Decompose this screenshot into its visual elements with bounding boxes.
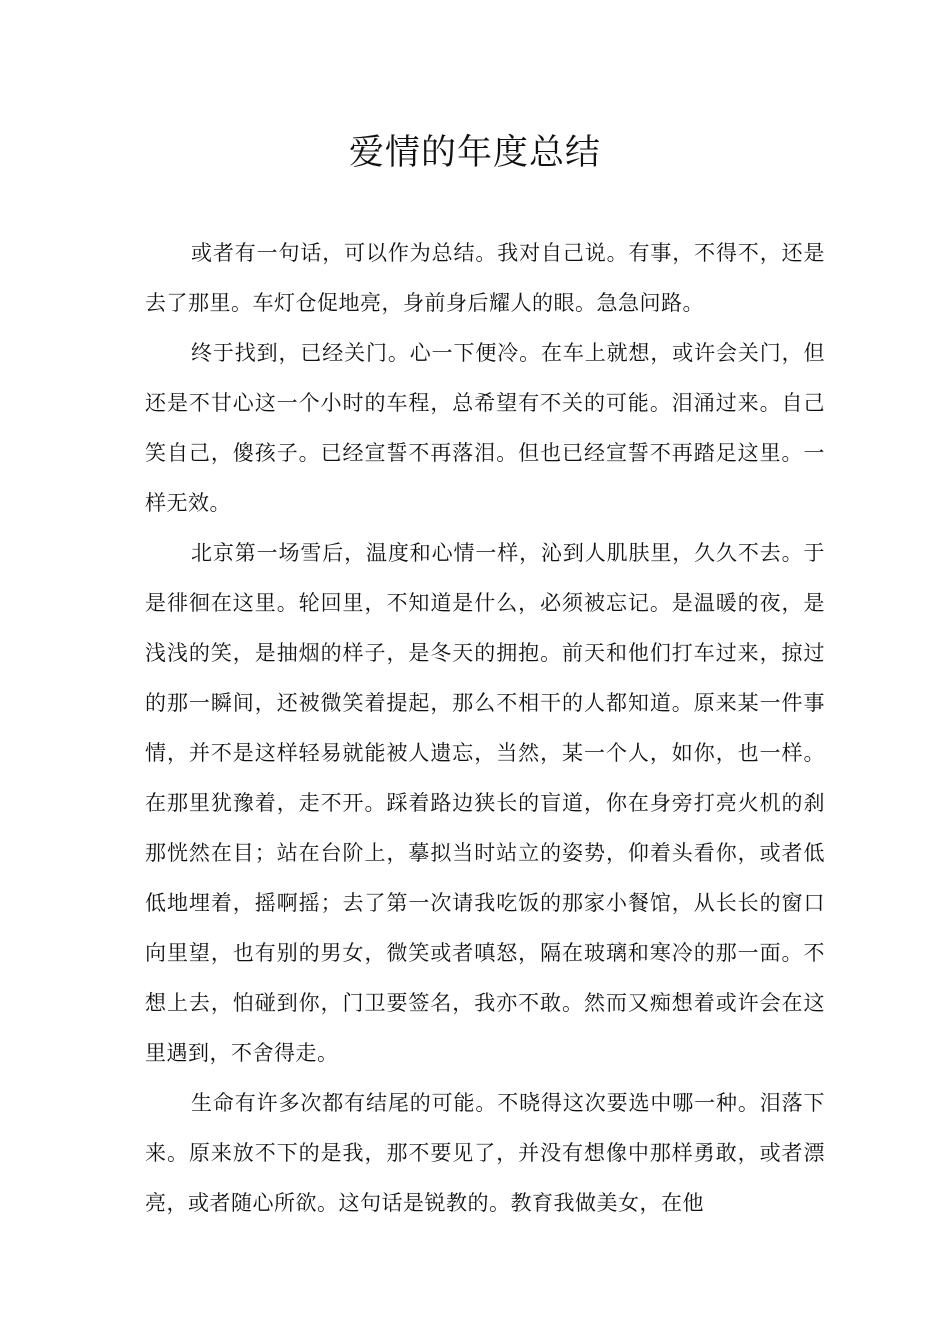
document-title: 爱情的年度总结 <box>348 133 601 173</box>
paragraph-1: 或者有一句话，可以作为总结。我对自己说。有事，不得不，还是去了那里。车灯仓促地亮，身前身后耀人的眼。急急问路。 <box>145 241 825 315</box>
paragraph-4: 生命有许多次都有结尾的可能。不晓得这次要选中哪一种。泪落下来。原来放不下的是我，那不要见了，并没有想像中那样勇敢，或者漂亮，或者随心所欲。这句话是锐教的。教育我做美女，在他 <box>145 1091 825 1215</box>
document-body <box>145 228 825 1228</box>
paragraph-3: 北京第一场雪后，温度和心情一样，沁到人肌肤里，久久不去。于是徘徊在这里。轮回里，不知道是什么，必须被忘记。是温暖的夜，是浅浅的笑，是抽烟的样子，是冬天的拥抱。前天和他们打车过来，掠过的那一瞬间，还被微笑着提起，那么不相干的人都知道。原来某一件事情，并不是这样轻易就能被人遗忘，当然，某一个人，如你，也一样。在那里犹豫着，走不开。踩着路边狭长的盲道，你在身旁打亮火机的刹那恍然在目；站在台阶上，摹拟当时站立的姿势，仰着头看你，或者低低地埋着，摇啊摇；去了第一次请我吃饭的那家小餐馆，从长长的窗口向里望，也有别的男女，微笑或者嗔怒，隔在玻璃和寒冷的那一面。不想上去，怕碰到你，门卫要签名，我亦不敢。然而又痴想着或许会在这里遇到，不舍得走。 <box>145 541 825 1065</box>
paragraph-2: 终于找到，已经关门。心一下便冷。在车上就想，或许会关门，但还是不甘心这一个小时的车程，总希望有不关的可能。泪涌过来。自己笑自己，傻孩子。已经宣誓不再落泪。但也已经宣誓不再踏足这里。一样无效。 <box>145 341 825 515</box>
